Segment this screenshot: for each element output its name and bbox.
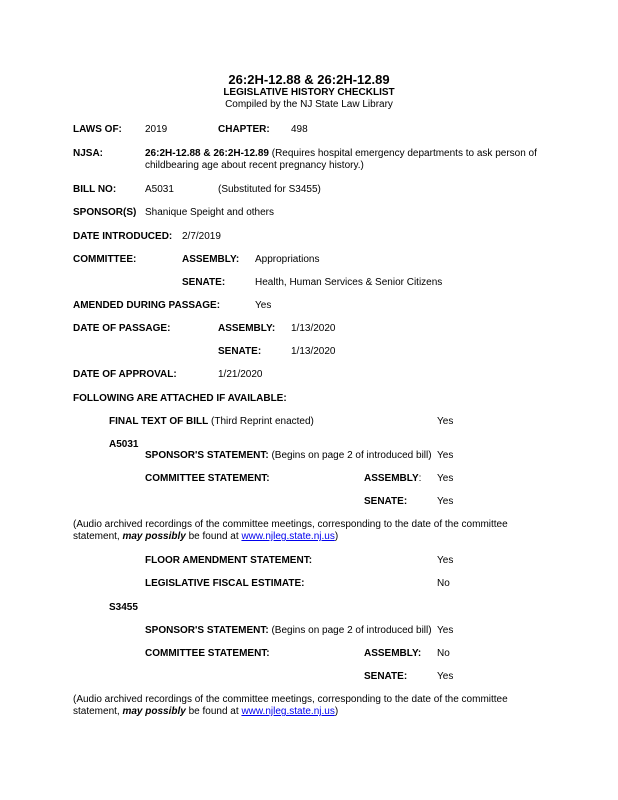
bill-no-note: (Substituted for S3455) [218, 184, 321, 195]
amended-value: Yes [255, 300, 272, 311]
njsa-statute: 26:2H-12.88 & 26:2H-12.89 [145, 148, 269, 159]
a5031-audio-emphasis: may possibly [122, 531, 186, 542]
laws-of-value: 2019 [145, 124, 168, 135]
committee-senate-label: SENATE: [182, 277, 226, 288]
a5031-heading: A5031 [109, 439, 139, 450]
passage-assembly-label: ASSEMBLY: [218, 323, 276, 334]
approval-value: 1/21/2020 [218, 369, 263, 380]
final-text-line [109, 416, 314, 428]
bill-no-value: A5031 [145, 184, 174, 195]
passage-label: DATE OF PASSAGE: [73, 323, 171, 334]
bill-no-label: BILL NO: [73, 184, 117, 195]
s3455-sponsor-note: (Begins on page 2 of introduced bill) [268, 625, 432, 636]
s3455-audio-text-a: statement, [73, 706, 123, 717]
passage-senate-label: SENATE: [218, 346, 262, 357]
final-text-value: Yes [437, 416, 454, 427]
laws-of-label: LAWS OF: [73, 124, 122, 135]
a5031-fiscal-label: LEGISLATIVE FISCAL ESTIMATE: [145, 578, 305, 589]
s3455-sponsor-label: SPONSOR'S STATEMENT: [145, 625, 269, 636]
following-heading: FOLLOWING ARE ATTACHED IF AVAILABLE: [73, 393, 287, 404]
a5031-sponsor-value: Yes [437, 450, 454, 461]
s3455-audio-line-1: (Audio archived recordings of the committee meetings, corresponding to the date of the committee [73, 694, 508, 705]
final-text-label: FINAL TEXT OF BILL [109, 416, 209, 427]
s3455-senate-label: SENATE: [364, 671, 408, 682]
njsa-label: NJSA: [73, 148, 104, 159]
s3455-sponsor-value: Yes [437, 625, 454, 636]
a5031-audio-text-d: ) [334, 531, 339, 542]
chapter-label: CHAPTER: [218, 124, 270, 135]
date-introduced-value: 2/7/2019 [182, 231, 221, 242]
a5031-audio-text-c: be found at [185, 531, 242, 542]
a5031-senate-value: Yes [437, 496, 454, 507]
a5031-sponsor-label: SPONSOR'S STATEMENT: [145, 450, 269, 461]
committee-senate-value: Health, Human Services & Senior Citizens [255, 277, 443, 288]
njsa-description-1: (Requires hospital emergency departments to ask person of [268, 148, 537, 159]
s3455-njleg-link[interactable]: www.njleg.state.nj.us [241, 706, 335, 717]
s3455-audio-emphasis: may possibly [122, 706, 186, 717]
approval-label: DATE OF APPROVAL: [73, 369, 177, 380]
final-text-note: (Third Reprint enacted) [208, 416, 314, 427]
s3455-assembly-label: ASSEMBLY: [364, 648, 422, 659]
committee-assembly-label: ASSEMBLY: [182, 254, 240, 265]
s3455-heading: S3455 [109, 602, 138, 613]
a5031-senate-label: SENATE: [364, 496, 408, 507]
passage-assembly-value: 1/13/2020 [291, 323, 336, 334]
committee-label: COMMITTEE: [73, 254, 137, 265]
a5031-assembly-value: Yes [437, 473, 454, 484]
s3455-audio-text-d: ) [334, 706, 339, 717]
s3455-audio-text-c: be found at [185, 706, 242, 717]
a5031-njleg-link[interactable]: www.njleg.state.nj.us [241, 531, 335, 542]
amended-label: AMENDED DURING PASSAGE: [73, 300, 221, 311]
a5031-floor-label: FLOOR AMENDMENT STATEMENT: [145, 555, 313, 566]
document-subtitle: LEGISLATIVE HISTORY CHECKLIST [223, 87, 395, 98]
s3455-audio-line-2 [73, 706, 338, 718]
a5031-audio-line-2 [73, 531, 338, 543]
a5031-sponsor-note: (Begins on page 2 of introduced bill) [268, 450, 432, 461]
a5031-floor-value: Yes [437, 555, 454, 566]
a5031-audio-text-a: statement, [73, 531, 123, 542]
document-title: 26:2H-12.88 & 26:2H-12.89 [228, 72, 390, 87]
date-introduced-label: DATE INTRODUCED: [73, 231, 173, 242]
sponsor-value: Shanique Speight and others [145, 207, 274, 218]
compiled-by: Compiled by the NJ State Law Library [225, 99, 393, 110]
committee-assembly-value: Appropriations [255, 254, 320, 265]
njsa-description-2: childbearing age about recent pregnancy history.) [145, 160, 364, 171]
chapter-value: 498 [291, 124, 308, 135]
a5031-sponsor-line [145, 450, 432, 462]
s3455-senate-value: Yes [437, 671, 454, 682]
a5031-fiscal-value: No [437, 578, 450, 589]
s3455-committee-label: COMMITTEE STATEMENT: [145, 648, 270, 659]
s3455-assembly-value: No [437, 648, 450, 659]
a5031-audio-line-1: (Audio archived recordings of the committee meetings, corresponding to the date of the committee [73, 519, 508, 530]
a5031-assembly-label: ASSEMBLY [364, 473, 419, 484]
s3455-sponsor-line [145, 625, 432, 637]
sponsor-label: SPONSOR(S) [73, 207, 137, 218]
a5031-assembly-line: ASSEMBLY: [364, 473, 422, 484]
a5031-committee-label: COMMITTEE STATEMENT: [145, 473, 270, 484]
njsa-line-1 [145, 148, 537, 160]
passage-senate-value: 1/13/2020 [291, 346, 336, 357]
